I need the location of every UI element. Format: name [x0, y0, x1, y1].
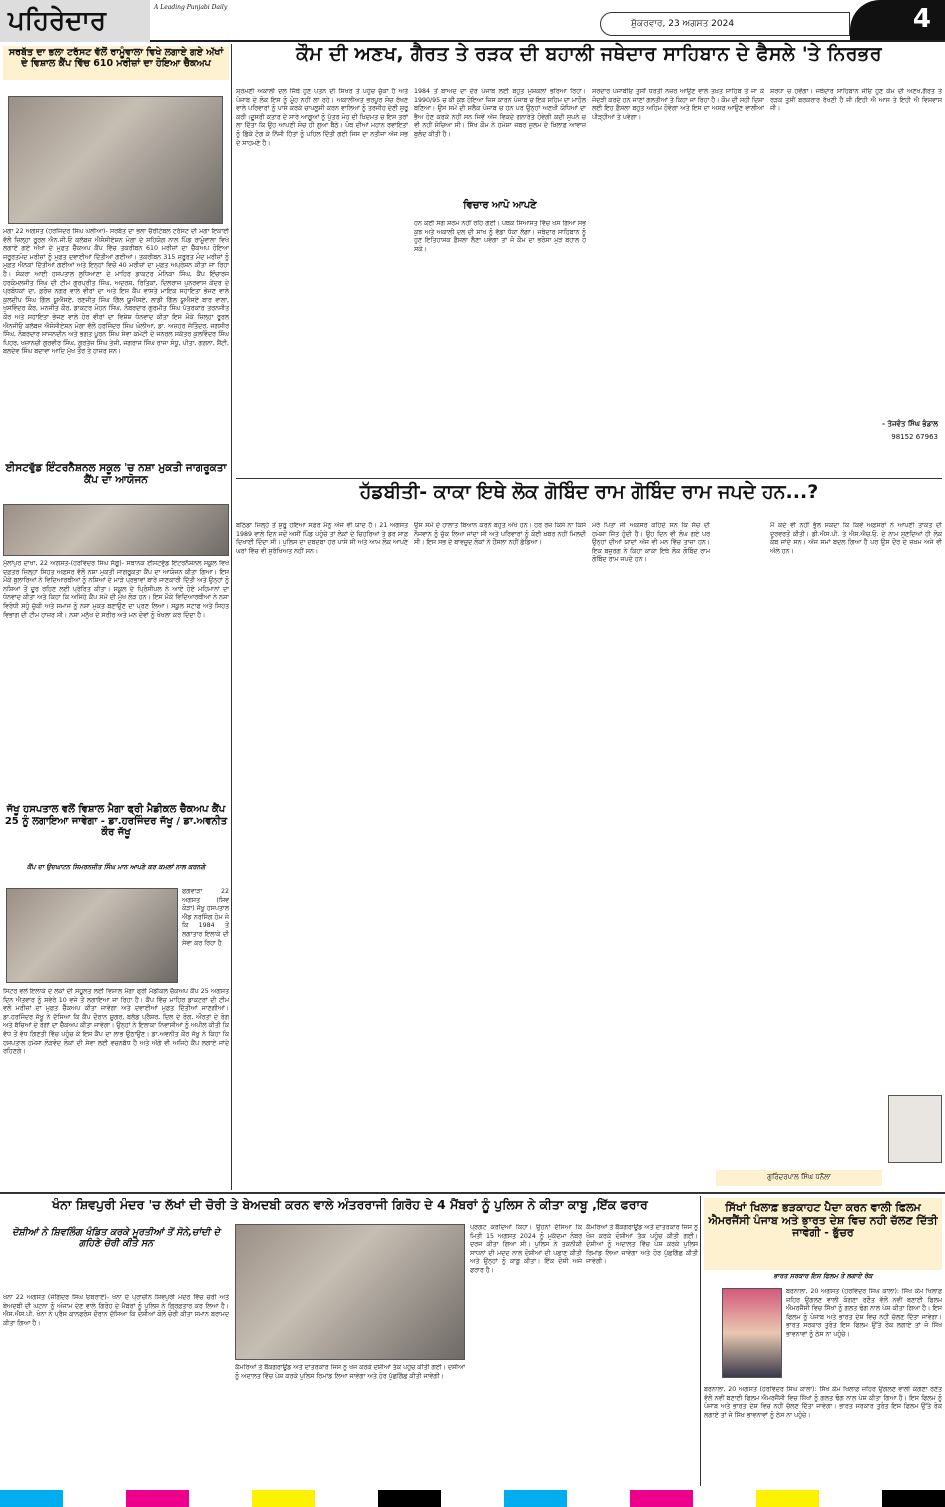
section-divider [236, 478, 942, 479]
bottom-subhead: ਦੋਸ਼ੀਆਂ ਨੇ ਸ਼ਿਵਲਿੰਗ ਖੰਡਿਤ ਕਰਕੇ ਮੂਰਤੀਆਂ ਤੋਂ ਸੋਨੇ,ਚਾਂਦੀ ਦੇ ਗਹਿਣੇ ਚੋਰੀ ਕੀਤੇ ਸਨ [12, 1227, 220, 1249]
second-author: ਗੁਰਿੰਦਰਪਾਲ ਸਿੰਘ ਧਨੌਲਾ [716, 1170, 882, 1186]
story3-dateline: ਫਗਵਾੜਾ 22 ਅਗਸਤ (ਸ਼ਿਵ ਕੋੜਾ) ਜੱਖੂ ਹਸਪਤਾਲ ਐਂਡ ਨਰਸਿੰਗ ਹੋਮ ਜੋ ਕਿ 1984 ਤੋਂ ਲਗਾਤਾਰ ਇਲਾਕੇ ਦੀ ਸੇਵਾ ਕਰ ਰਿਹਾ ਹੈ [182, 888, 229, 947]
main-author: - ਤੇਜਵੰਤ ਸਿੰਘ ਭੰਡਾਲ [882, 420, 938, 428]
bottom-headline: ਖੰਨਾ ਸ਼ਿਵਪੁਰੀ ਮੰਦਰ 'ਚ ਲੱਖਾਂ ਦੀ ਚੋਰੀ ਤੇ ਬੇਅਦਬੀ ਕਰਨ ਵਾਲੇ ਅੰਤਰਰਾਜੀ ਗਿਰੋਹ ਦੇ 4 ਮੈਂਬਰਾਂ ਨੂੰ ਪੁਲਿਸ ਨੇ ਕੀਤਾ ਕਾਬੂ ,ਇੱਕ ਫਰਾਰ [52, 1198, 648, 1212]
story3-headline: ਜੱਖੂ ਹਸਪਤਾਲ ਵਲੋਂ ਵਿਸ਼ਾਲ ਮੈਗਾ ਫ੍ਰੀ ਮੈਡੀਕਲ ਚੈੱਕਅਪ ਕੈਂਪ 25 ਨੂੰ ਲਗਾਇਆ ਜਾਵੇਗਾ - ਡਾ.ਹਰਜਿੰਦਰ ਜੱਖੂ / ਡਾ.ਅਵਨੀਤ ਕੌਰ ਜੱਖੂ [4, 804, 228, 838]
story2-headline: ਈਸਟਵੁੱਡ ਇੰਟਰਨੈਸ਼ਨਲ ਸਕੂਲ 'ਚ ਨਸ਼ਾ ਮੁਕਤੀ ਜਾਗਰੂਕਤਾ ਕੈਂਪ ਦਾ ਆਯੋਜਨ [5, 462, 227, 487]
author-phone: 98152 67963 [891, 433, 938, 441]
main-col-1: ਸ਼੍ਰੋਮਣੀ ਅਕਾਲੀ ਦਲ ਜਿੱਥੇ ਹੁਣ ਪਤਨ ਦੀ ਸਿਖਰ ਤੇ ਪਹੁੰਚ ਚੁੱਕਾ ਹੈ ਅਤੇ ਪੰਜਾਬ ਦੇ ਲੋਕ ਇਸ ਨੂੰ ਮੂੰਹ ਨਹੀਂ ਲਾ ਰਹੇ। ਅਕਾਲੀਅਤ ਭਰਪੂਰ ਸੋਚ ਰੱਖਣ ਵਾਲੇ ਪਰਿਵਾਰਾਂ ਨੂੰ ਪਾਸੇ ਕਰਕੇ ਚਾਪਲੂਸੀ ਕਰਨ ਵਾਲਿਆਂ ਨੂੰ ਤਰਜੀਹ ਦੇਣੀ ਸ਼ੁਰੂ ਕਰੀ।ਦੂਸਰੀ ਕਤਾਰ ਦੇ ਸਾਰੇ ਆਗੂਆਂ ਨੂੰ ਪੁੱਤਰ ਮੋਹ ਦੀ ਖ਼ਿਦਮਤ ਚ ਇਸ ਤਰਾਂ ਲਾ ਦਿੱਤਾ ਕਿ ਉਹ ਆਪਣੀ ਸੋਚ ਹੀ ਗੁਆ ਬੈਠੇ। ਪੰਥ ਦੀਆਂ ਮਹਾਨ ਰਵਾਇਤਾਂ ਨੂੰ ਛਿੱਕੇ ਟੰਗ ਕੇ ਨਿੱਜੀ ਹਿੱਤਾਂ ਨੂੰ ਪਹਿਲ ਦਿੱਤੀ ਗਈ ਜਿਸ ਦਾ ਨਤੀਜਾ ਅੱਜ ਸਭ ਦੇ ਸਾਹਮਣੇ ਹੈ। [236, 88, 408, 147]
police-arrest-photo [235, 1224, 465, 1360]
doctors-photo [6, 888, 178, 983]
issue-date: ਸ਼ੁੱਕਰਵਾਰ, 23 ਅਗਸਤ 2024 [600, 12, 850, 36]
main-col-5: ਸ਼ਰਧਾ ਚ ਹੋਵੇਂਗਾ। ਜਥੇਦਾਰ ਸਾਹਿਬਾਨ ਜੀਓ ਹੁਣ ਕੌਮ ਦੀ ਅਣਖ,ਗੈਰਤ ਤੇ ਰੜਕ ਤੁਸੀਂ ਬਰਕਰਾਰ ਰੱਖਣੀ ਹੈ ਜੀ।ਇਹੀ ਐ ਆਸ ਤੇ ਇਹੀ ਐ ਵਿਸ਼ਵਾਸ ਜੀ। [770, 88, 942, 113]
second-col-2: ਉਸ ਸਮੇਂ ਦੇ ਹਾਲਾਤ ਬਿਆਨ ਕਰਨੇ ਬਹੁਤ ਔਖੇ ਹਨ। ਹਰ ਰੋਜ਼ ਕਿਸੇ ਨਾ ਕਿਸੇ ਨੌਜਵਾਨ ਨੂੰ ਚੁੱਕ ਲਿਆ ਜਾਂਦਾ ਸੀ ਅਤੇ ਪਰਿਵਾਰਾਂ ਨੂੰ ਕੋਈ ਖ਼ਬਰ ਨਹੀਂ ਮਿਲਦੀ ਸੀ। ਇਸ ਸਭ ਦੇ ਬਾਵਜੂਦ ਲੋਕਾਂ ਨੇ ਹੌਂਸਲਾ ਨਹੀਂ ਛੱਡਿਆ। [414, 522, 586, 547]
page-number: 4 [850, 0, 945, 40]
right-body: ਬਰਨਾਲਾ, 20 ਅਗਸਤ (ਹਰਵਿੰਦਰ ਸਿੰਘ ਕਾਲਾ): ਸਿੱਖ ਕੌਮ ਖਿਲਾਫ਼ ਜ਼ਹਿਰ ਉਗਲਣ ਵਾਲੀ ਕੰਗਣਾ ਰਣੌਤ ਵੱਲੋਂ ਨਵੀਂ ਬਣਾਈ ਫਿਲਮ ਐਮਰਜੈਂਸੀ ਵਿਚ ਸਿੱਖਾਂ ਨੂੰ ਗਲਤ ਢੰਗ ਨਾਲ ਪੇਸ਼ ਕੀਤਾ ਗਿਆ ਹੈ। ਇਸ ਫਿਲਮ ਨੂੰ ਪੰਜਾਬ ਅਤੇ ਭਾਰਤ ਦੇਸ਼ ਵਿਚ ਨਹੀਂ ਚੱਲਣ ਦਿੱਤਾ ਜਾਵੇਗਾ। ਭਾਰਤ ਸਰਕਾਰ ਤੁਰੰਤ ਇਸ ਫਿਲਮ ਉੱਤੇ ਰੋਕ ਲਗਾਏ ਤਾਂ ਜੋ ਸਿੱਖ ਭਾਵਨਾਵਾਂ ਨੂੰ ਠੇਸ ਨਾ ਪਹੁੰਚੇ। [704, 1386, 942, 1419]
second-headline: ਹੱਡਬੀਤੀ- ਕਾਕਾ ਇਥੇ ਲੋਕ ਗੋਬਿੰਦ ਰਾਮ ਗੋਬਿੰਦ ਰਾਮ ਜਪਦੇ ਹਨ...? [359, 481, 819, 503]
column-divider [700, 1196, 701, 1486]
story1-body: ਮੋਗਾ 22 ਅਗਸਤ (ਹਰਜਿੰਦਰ ਸਿੰਘ ਘੋਲੀਆ)- ਸਰਬੱਤ ਦਾ ਭਲਾ ਚੈਰੀਟੇਬਲ ਟਰੱਸਟ ਦੀ ਮੋਗਾ ਇਕਾਈ ਵੱਲੋਂ ਜ਼ਿਲ੍ਹਾ ਰੂਰਲ ਐਨ.ਜੀ.ਓ ਕਲੱਬਜ਼ ਐਸੋਸੀਏਸ਼ਨ ਮੋਗਾ ਦੇ ਸਹਿਯੋਗ ਨਾਲ ਪਿੰਡ ਰਾਮੂੰਵਾਲਾ ਵਿਖੇ ਲਗਾਏ ਗਏ ਅੱਖਾਂ ਦੇ ਮੁਫ਼ਤ ਚੈੱਕਅਪ ਕੈਂਪ ਵਿੱਚ ਤਕਰੀਬਨ 610 ਮਰੀਜ਼ਾਂ ਦਾ ਚੈੱਕਅਪ ਹੋਇਆ ਜ਼ਰੂਰਤਮੰਦ ਮਰੀਜ਼ਾਂ ਨੂੰ ਮੁਫ਼ਤ ਦਵਾਈਆਂ ਦਿੱਤੀਆਂ ਗਈਆਂ। ਤਕਰੀਬਨ 315 ਜ਼ਰੂਰਤ ਮੰਦ ਮਰੀਜ਼ਾਂ ਨੂੰ ਮੁਫ਼ਤ ਐਨਕਾਂ ਦਿੱਤੀਆਂ ਗਈਆਂ ਅਤੇ ਇਨ੍ਹਾਂ ਵਿਚੋਂ 40 ਮਰੀਜ਼ਾਂ ਦਾ ਮੁਫ਼ਤ ਅਪ੍ਰੇਸ਼ਨ ਕੀਤਾ ਜਾ ਰਿਹਾ ਹੈ। ਸ਼ੰਕਰਾ ਆਈ ਹਸਪਤਾਲ ਲੁਧਿਆਣਾ ਦੇ ਮਾਹਿਰ ਡਾਕਟਰ ਮੋਨਿਕਾ ਸਿੰਘ, ਕੈਂਪ ਇੰਚਾਰਜ ਹਰਕੰਮਲਜੀਤ ਸਿੰਘ ਦੀ ਟੀਮ ਗੁਰਪ੍ਰੀਤ ਸਿੰਘ, ਅਦਰਸ਼, ਰਿਤਿਕਾ, ਦਿਲਰਾਜ ਪੁਨਰਵਾਸ ਕੇਂਦਰ ਦੇ ਪ੍ਰਬੰਧਕਾਂ ਦਾ, ਫ਼ਰੋਜ਼ ਨਗਰ ਵਾਲੇ ਵੀਰਾਂ ਦਾ ਅਤੇ ਇਸ ਕੈਂਪ ਵਾਸਤੇ ਮਾਇਕ ਸਹਾਇਤਾ ਭੇਜਣ ਵਾਲੇ ਕੁਲਦੀਪ ਸਿੰਘ ਗਿੱਲ ਯੂਐਸਏ, ਰਣਜੀਤ ਸਿੰਘ ਗਿੱਲ ਯੂਐਸਏ, ਲਾਡੀ ਗਿੱਲ ਯੂਐਸਏ ਬਾਰ ਵਾਲਾ, ਖੁਸ਼ਵਿੰਦਰ ਕੌਰ, ਮਨਜੀਤ ਕੌਰ, ਡਾਕਟਰ ਮੋਹਨ ਸਿੰਘ, ਨੰਬਰਦਾਰ ਗੁਰਮੀਤ ਸਿੰਘ ਪੱਤਰਕਾਰ ਤਰਨਜੀਤ ਕੌਰ ਅਤੇ ਸਹਾਇਤਾ ਭੇਜਣ ਵਾਲੇ ਹੋਰ ਵੀਰਾਂ ਦਾ ਵਿਸ਼ੇਸ਼ ਧੰਨਵਾਦ ਕੀਤਾ ਇਸ ਮੌਕੇ ਜ਼ਿਲ੍ਹਾ ਰੂਰਲ ਐਨਜੀਓ ਕਲੱਬਜ਼ ਐਸੋਸੀਏਸ਼ਨ ਮੋਗਾ ਵੱਲੋਂ ਹਰਜਿੰਦਰ ਸਿੰਘ ਘੋਲੀਆ, ਡਾ. ਅਜ਼ਹਰ ਜੱਤਿੰਦਰ, ਜਗਸੀਰ ਸਿੰਘ, ਨੰਬਰਦਾਰ ਸਾਜਨਦੀਨ ਅਤੇ ਭਗਤ ਪੂਰਨ ਸਿੰਘ ਸੇਵਾ ਕਮੇਟੀ ਦੇ ਜਨਰਲ ਸਕੱਤਰ ਕੁਲਵਿੰਦਰ ਸਿੰਘ ਪਿਹਰ, ਖਜ਼ਾਨਚੀ ਗੁਰਵੀਰ ਸਿੰਘ, ਗੁਰਤੇਜ ਸਿੰਘ ਤੇਜੀ, ਜਗਰਾਜ ਸਿੰਘ ਰਾਜਾ ਸੰਧੂ, ਪੀਤਾ, ਗਗਨਾ, ਸ਼ੈਂਟੀ, ਬਲਦੇਵ ਸਿੰਘ ਬਦਾਵਾ ਆਦਿ ਮੁੱਖ ਤੌਰ ਤੇ ਹਾਜ਼ਰ ਸਨ। [3, 228, 229, 356]
main-col-3: ਹਨ ਕੋਈ ਸੰਗ ਸ਼ਰਮ ਨਹੀਂ ਰਹਿ ਗਈ। ਪੰਥਕ ਸਿਆਸਤ ਵਿੱਚ ਖਸ ਗਿਆ ਸਭ ਕੁਝ ਅਤੇ ਅਕਾਲੀ ਦਲ ਦੀ ਸਾਖ ਨੂੰ ਵੱਡਾ ਧੱਕਾ ਲੱਗਾ। ਜਥੇਦਾਰ ਸਾਹਿਬਾਨ ਨੂੰ ਹੁਣ ਇਤਿਹਾਸਕ ਫ਼ੈਸਲਾ ਲੈਣਾ ਪਵੇਗਾ ਤਾਂ ਜੋ ਕੌਮ ਦਾ ਭਰੋਸਾ ਮੁੜ ਬਹਾਲ ਹੋ ਸਕੇ। [414, 220, 586, 253]
eye-camp-photo [8, 96, 223, 224]
right-body-top: ਬਰਨਾਲਾ, 20 ਅਗਸਤ (ਹਰਵਿੰਦਰ ਸਿੰਘ ਕਾਲਾ): ਸਿੱਖ ਕੌਮ ਖਿਲਾਫ਼ ਜ਼ਹਿਰ ਉਗਲਣ ਵਾਲੀ ਕੰਗਣਾ ਰਣੌਤ ਵੱਲੋਂ ਨਵੀਂ ਬਣਾਈ ਫਿਲਮ ਐਮਰਜੈਂਸੀ ਵਿਚ ਸਿੱਖਾਂ ਨੂੰ ਗਲਤ ਢੰਗ ਨਾਲ ਪੇਸ਼ ਕੀਤਾ ਗਿਆ ਹੈ। ਇਸ ਫਿਲਮ ਨੂੰ ਪੰਜਾਬ ਅਤੇ ਭਾਰਤ ਦੇਸ਼ ਵਿਚ ਨਹੀਂ ਚੱਲਣ ਦਿੱਤਾ ਜਾਵੇਗਾ। ਭਾਰਤ ਸਰਕਾਰ ਤੁਰੰਤ ਇਸ ਫਿਲਮ ਉੱਤੇ ਰੋਕ ਲਗਾਏ ਤਾਂ ਜੋ ਸਿੱਖ ਭਾਵਨਾਵਾਂ ਨੂੰ ਠੇਸ ਨਾ ਪਹੁੰਚੇ। [786, 1288, 942, 1338]
story3-subhead: ਕੈਂਪ ਦਾ ਉਦਘਾਟਨ ਸਿਮਰਨਜੀਤ ਸਿੰਘ ਮਾਨ ਆਪਣੇ ਕਰ ਕਮਲਾਂ ਨਾਲ ਕਰਨਗੇ [26, 863, 206, 871]
logo-tagline: A Leading Punjabi Daily [154, 4, 228, 11]
main-headline: ਕੌਮ ਦੀ ਅਣਖ, ਗੈਰਤ ਤੇ ਰੜਕ ਦੀ ਬਹਾਲੀ ਜਥੇਦਾਰ ਸਾਹਿਬਾਨ ਦੇ ਫੈਸਲੇ 'ਤੇ ਨਿਰਭਰ [296, 43, 882, 65]
bottom-col-1: ਖੰਨਾ 22 ਅਗਸਤ (ਜੋਗਿੰਦਰ ਸਿੰਘ ਓਬਰਾਏ)- ਖੰਨਾ ਦੇ ਪ੍ਰਾਚੀਨ ਸ਼ਿਵਪੁਰੀ ਮੰਦਰ ਵਿੱਚ ਚੋਰੀ ਅਤੇ ਬੇਅਦਬੀ ਦੀ ਘਟਨਾ ਨੂੰ ਅੰਜਾਮ ਦੇਣ ਵਾਲੇ ਗਿਰੋਹ ਦੇ ਮੈਂਬਰਾਂ ਨੂੰ ਪੁਲਿਸ ਨੇ ਗ੍ਰਿਫ਼ਤਾਰ ਕਰ ਲਿਆ ਹੈ। ਐਸ.ਐਸ.ਪੀ. ਖੰਨਾ ਨੇ ਪ੍ਰੈਸ ਕਾਨਫਰੰਸ ਦੌਰਾਨ ਦੱਸਿਆ ਕਿ ਦੋਸ਼ੀਆਂ ਕੋਲੋਂ ਚੋਰੀ ਕੀਤਾ ਸਮਾਨ ਬਰਾਮਦ ਕੀਤਾ ਗਿਆ ਹੈ। [3, 1294, 229, 1327]
color-registration-bar [0, 1490, 945, 1507]
bottom-col-3: ਪ੍ਰਗਟ ਕਰਦਿਆਂ ਕਿਹਾ। ਉਹਨਾਂ ਦੱਸਿਆ ਕਿ ਮਿਤੀ 15 ਅਗਸਤ 2024 ਨੂੰ ਮੁਕੱਦਮਾ ਨੰਬਰ ਦਰਜ ਕੀਤਾ ਗਿਆ ਸੀ। ਪੁਲਿਸ ਨੇ ਤਕਨੀਕੀ ਸਾਧਨਾਂ ਦੀ ਮਦਦ ਨਾਲ ਦੋਸ਼ੀਆਂ ਦੀ ਪਛਾਣ ਕੀਤੀ ਅਤੇ ਉਨ੍ਹਾਂ ਨੂੰ ਕਾਬੂ ਕੀਤਾ। ਇੱਕ ਦੋਸ਼ੀ ਅਜੇ ਫਰਾਰ ਹੈ। [470, 1224, 582, 1274]
second-col-4: ਮੈਂ ਕਦੇ ਵੀ ਨਹੀਂ ਭੁੱਲ ਸਕਦਾ ਕਿ ਕਿਵੇਂ ਅਫ਼ਸਰਾਂ ਨੇ ਆਪਣੀ ਤਾਕਤ ਦੀ ਦੁਰਵਰਤੋਂ ਕੀਤੀ। ਡੀ.ਐਸ.ਪੀ. ਤੇ ਐਸ.ਐਚ.ਓ. ਦੇ ਨਾਮ ਸੁਣਦਿਆਂ ਹੀ ਲੋਕ ਕੰਬ ਜਾਂਦੇ ਸਨ। ਅੱਜ ਸਮਾਂ ਬਦਲ ਗਿਆ ਹੈ ਪਰ ਉਸ ਦੌਰ ਦੇ ਜ਼ਖ਼ਮ ਅਜੇ ਵੀ ਅੱਲੇ ਹਨ। [770, 522, 942, 555]
bottom-col-4: ਕੈਮਰਿਆਂ ਤੇ ਬੈਂਕਗਰਾਊਂਡ ਅਤੇ ਦਾਤਰਕਾਰ ਜਿਸ ਨੂੰ ਖੋਜ ਕਰਕੇ ਦੋਸ਼ੀਆਂ ਤੱਕ ਪਹੁੰਚ ਕੀਤੀ ਗਈ। ਦੋਸ਼ੀਆਂ ਨੂੰ ਅਦਾਲਤ ਵਿੱਚ ਪੇਸ਼ ਕਰਕੇ ਪੁਲਿਸ ਰਿਮਾਂਡ ਲਿਆ ਜਾਵੇਗਾ ਅਤੇ ਹੋਰ ਪੁੱਛਗਿੱਛ ਕੀਤੀ ਜਾਵੇਗੀ। [586, 1224, 698, 1266]
main-col-2a: 1984 ਤੋਂ ਬਾਅਦ ਦਾ ਦੌਰ ਪੰਜਾਬ ਲਈ ਬਹੁਤ ਮੁਸ਼ਕਲਾਂ ਭਰਿਆ ਰਿਹਾ। 1990/95 ਚ ਕੀ ਕੁਝ ਹੋਇਆ ਜਿਸ ਕਾਰਨ ਪੰਜਾਬ ਚ ਇਕ ਸਹਿਮ ਦਾ ਮਾਹੌਲ ਬਣਿਆ। ਉਸ ਸਮੇਂ ਦੀ ਸਲੈਕ ਪੰਜਾਬ ਚ ਹਨ ਪਰ ਉਨ੍ਹਾਂ ਅਣਖੀ ਯੋਧਿਆਂ ਦਾ ਭੈਅ ਹੋਣ ਕਰਕੇ ਨਹੀਂ ਸਨ ਜਿਵੇਂ ਅੱਜ ਵਿਕਦੇ ਗਨਾਰੇਤੇ ਹੋਵੇਗੀ ਕਦੀ ਸੁਪਨੇ ਚ ਵੀ ਨਹੀਂ ਸੋਚਿਆ ਸੀ। ਸਿੱਖ ਕੌਮ ਨੇ ਹਮੇਸ਼ਾ ਜਬਰ ਜ਼ੁਲਮ ਦੇ ਖ਼ਿਲਾਫ਼ ਆਵਾਜ਼ ਬੁਲੰਦ ਕੀਤੀ ਹੈ। [414, 88, 586, 138]
story1-headline: ਸਰਬੱਤ ਦਾ ਭਲਾ ਟਰੱਸਟ ਵੱਲੋਂ ਰਾਮੂੰਵਾਲਾ ਵਿਖੇ ਲਗਾਏ ਗਏ ਅੱਖਾਂ ਦੇ ਵਿਸ਼ਾਲ ਕੈਂਪ ਵਿੱਚ 610 ਮਰੀਜ਼ਾਂ ਦਾ ਹੋਇਆ ਚੈੱਕਅਪ [3, 46, 229, 80]
column-divider [231, 44, 232, 1190]
bhuchar-photo [722, 1288, 782, 1378]
story3-body: ਸਿਟਰ ਵਲੋਂ ਇਲਾਕੇ ਦੇ ਲੋਕਾਂ ਦੀ ਸਹੂਲਤ ਲਈ ਵਿਸ਼ਾਲ ਮੈਗਾ ਫ੍ਰੀ ਮੈਡੀਕਲ ਚੈੱਕਅਪ ਕੈਂਪ 25 ਅਗਸਤ ਦਿਨ ਐਤਵਾਰ ਨੂੰ ਸਵੇਰੇ 10 ਵਜੇ ਤੋਂ ਲਗਾਇਆ ਜਾ ਰਿਹਾ ਹੈ। ਕੈਂਪ ਵਿੱਚ ਮਾਹਿਰ ਡਾਕਟਰਾਂ ਦੀ ਟੀਮ ਵਲੋਂ ਮਰੀਜ਼ਾਂ ਦਾ ਮੁਫ਼ਤ ਚੈੱਕਅਪ ਕੀਤਾ ਜਾਵੇਗਾ ਅਤੇ ਦਵਾਈਆਂ ਮੁਫ਼ਤ ਦਿੱਤੀਆਂ ਜਾਣਗੀਆਂ। ਡਾ.ਹਰਜਿੰਦਰ ਜੱਖੂ ਨੇ ਦੱਸਿਆ ਕਿ ਕੈਂਪ ਦੌਰਾਨ ਸ਼ੂਗਰ, ਬਲੱਡ ਪ੍ਰੈਸ਼ਰ, ਦਿਲ ਦੇ ਰੋਗ, ਔਰਤਾਂ ਦੇ ਰੋਗ ਅਤੇ ਬੱਚਿਆਂ ਦੇ ਰੋਗਾਂ ਦਾ ਚੈੱਕਅਪ ਕੀਤਾ ਜਾਵੇਗਾ। ਉਨ੍ਹਾਂ ਨੇ ਇਲਾਕਾ ਨਿਵਾਸੀਆਂ ਨੂੰ ਅਪੀਲ ਕੀਤੀ ਕਿ ਵੱਧ ਤੋਂ ਵੱਧ ਗਿਣਤੀ ਵਿੱਚ ਪਹੁੰਚ ਕੇ ਇਸ ਕੈਂਪ ਦਾ ਲਾਭ ਉਠਾਉਣ। ਡਾ.ਅਵਨੀਤ ਕੌਰ ਜੱਖੂ ਨੇ ਕਿਹਾ ਕਿ ਹਸਪਤਾਲ ਹਮੇਸ਼ਾ ਲੋੜਵੰਦ ਲੋਕਾਂ ਦੀ ਸੇਵਾ ਲਈ ਵਚਨਬੱਧ ਹੈ ਅਤੇ ਅੱਗੇ ਵੀ ਅਜਿਹੇ ਕੈਂਪ ਲਗਾਏ ਜਾਂਦੇ ਰਹਿਣਗੇ। [3, 988, 229, 1056]
right-headline: ਸਿੱਖਾਂ ਖਿਲਾਫ਼ ਭੜਕਾਹਟ ਪੈਦਾ ਕਰਨ ਵਾਲੀ ਫਿਲਮ ਐਮਰਜੈਂਸੀ ਪੰਜਾਬ ਅਤੇ ਭਾਰਤ ਦੇਸ਼ ਵਿਚ ਨਹੀ ਚੱਲਣ ਦਿੱਤੀ ਜਾਵੇਗੀ - ਭੁੱਚਰ [704, 1198, 942, 1270]
right-subhead: ਭਾਰਤ ਸਰਕਾਰ ਇਸ ਫਿਲਮ ਤੇ ਲਗਾਏ ਰੋਕ [773, 1272, 873, 1280]
bottom-col-2: ਕੈਮਰਿਆਂ ਤੇ ਬੈਂਕਗਰਾਊਂਡ ਅਤੇ ਦਾਤਰਕਾਰ ਜਿਸ ਨੂੰ ਖੋਜ ਕਰਕੇ ਦੋਸ਼ੀਆਂ ਤੱਕ ਪਹੁੰਚ ਕੀਤੀ ਗਈ। ਦੋਸ਼ੀਆਂ ਨੂੰ ਅਦਾਲਤ ਵਿੱਚ ਪੇਸ਼ ਕਰਕੇ ਪੁਲਿਸ ਰਿਮਾਂਡ ਲਿਆ ਜਾਵੇਗਾ ਅਤੇ ਹੋਰ ਪੁੱਛਗਿੱਛ ਕੀਤੀ ਜਾਵੇਗੀ। [235, 1364, 465, 1380]
main-col-4: ਸਰਦਾਰ ਪੰਜਾਬੀਓ ਤੁਸੀਂ ਧਰਤੀ ਨਜ਼ਰ ਆਉਣ ਵਾਲੇ ਤਖ਼ਤ ਸਾਹਿਬ ਤੇ ਜਾ ਕੇ ਜੋਦੜੀ ਕਰਦੇ ਹਨ ਜਾਣਾਂ ਗਲਤੀਆਂ ਤੇ ਕਿਹਾ ਜਾ ਰਿਹਾ ਹੈ। ਕੌਮ ਦੀ ਸਹੀ ਦਿਸ਼ਾ ਲਈ ਇਹ ਫ਼ੈਸਲਾ ਬਹੁਤ ਅਹਿਮ ਹੋਵੇਗਾ ਅਤੇ ਇਸ ਦਾ ਅਸਰ ਆਉਣ ਵਾਲੀਆਂ ਪੀੜ੍ਹੀਆਂ ਤੇ ਪਵੇਗਾ। [592, 88, 764, 121]
story2-body: ਮੁੱਲਾਂਪੁਰ ਦਾਖਾ, 22 ਅਗਸਤ-(ਹਰਵਿੰਦਰ ਸਿੰਘ ਸੱਗੂ)- ਸਥਾਨਕ ਈਸਟਵੁੱਡ ਇੰਟਰਨੈਸ਼ਨਲ ਸਕੂਲ ਵਿਖੇ ਦਫ਼ਤਰ ਜ਼ਿਲ੍ਹਾ ਸਿਹਤ ਅਫ਼ਸਰ ਵੱਲੋਂ ਨਸ਼ਾ ਮੁਕਤੀ ਜਾਗਰੂਕਤਾ ਕੈਂਪ ਦਾ ਆਯੋਜਨ ਕੀਤਾ ਗਿਆ। ਇਸ ਮੌਕੇ ਬੁਲਾਰਿਆਂ ਨੇ ਵਿਦਿਆਰਥੀਆਂ ਨੂੰ ਨਸ਼ਿਆਂ ਦੇ ਮਾੜੇ ਪ੍ਰਭਾਵਾਂ ਬਾਰੇ ਜਾਣਕਾਰੀ ਦਿੱਤੀ ਅਤੇ ਉਨ੍ਹਾਂ ਨੂੰ ਨਸ਼ਿਆਂ ਤੋਂ ਦੂਰ ਰਹਿਣ ਲਈ ਪ੍ਰੇਰਿਤ ਕੀਤਾ। ਸਕੂਲ ਦੇ ਪ੍ਰਿੰਸੀਪਲ ਨੇ ਆਏ ਹੋਏ ਮਹਿਮਾਨਾਂ ਦਾ ਧੰਨਵਾਦ ਕੀਤਾ ਅਤੇ ਕਿਹਾ ਕਿ ਅਜਿਹੇ ਕੈਂਪ ਸਮੇਂ ਦੀ ਮੁੱਖ ਲੋੜ ਹਨ। ਇਸ ਮੌਕੇ ਵਿਦਿਆਰਥੀਆਂ ਨੇ ਨਸ਼ਾ ਵਿਰੋਧੀ ਸਹੁੰ ਚੁੱਕੀ ਅਤੇ ਸਮਾਜ ਨੂੰ ਨਸ਼ਾ ਮੁਕਤ ਬਣਾਉਣ ਦਾ ਪ੍ਰਣ ਲਿਆ। ਸਕੂਲ ਸਟਾਫ ਅਤੇ ਸਿਹਤ ਵਿਭਾਗ ਦੀ ਟੀਮ ਹਾਜ਼ਰ ਸੀ। ਨਸ਼ਾ ਮਨੁੱਖ ਦੇ ਸਰੀਰ ਅਤੇ ਮਨ ਦੋਵਾਂ ਨੂੰ ਖੋਖਲਾ ਕਰ ਦਿੰਦਾ ਹੈ। [3, 560, 229, 619]
second-col-3: ਮੇਰੇ ਪਿਤਾ ਜੀ ਅਕਸਰ ਕਹਿੰਦੇ ਸਨ ਕਿ ਸੱਚ ਦੀ ਹਮੇਸ਼ਾ ਜਿੱਤ ਹੁੰਦੀ ਹੈ। ਉਹ ਦਿਨ ਵੀ ਲੰਘ ਗਏ ਪਰ ਉਨ੍ਹਾਂ ਦੀਆਂ ਯਾਦਾਂ ਅੱਜ ਵੀ ਮਨ ਵਿੱਚ ਤਾਜ਼ਾ ਹਨ। ਇਕ ਬਜ਼ੁਰਗ ਨੇ ਕਿਹਾ ਕਾਕਾ ਇਥੇ ਲੋਕ ਗੋਬਿੰਦ ਰਾਮ ਗੋਬਿੰਦ ਰਾਮ ਜਪਦੇ ਹਨ। [592, 522, 710, 564]
opinion-subhead: ਵਿਚਾਰ ਆਪੋ ਆਪਣੇ [463, 200, 537, 211]
second-col-1: ਬਠਿੰਡਾ ਜ਼ਿਲ੍ਹੇ ਤੋਂ ਸ਼ੁਰੂ ਹੋਇਆ ਸਫ਼ਰ ਮੈਨੂੰ ਅੱਜ ਵੀ ਯਾਦ ਹੈ। 21 ਅਗਸਤ 1989 ਵਾਲੇ ਦਿਨ ਜਦੋਂ ਅਸੀਂ ਪਿੰਡ ਪਹੁੰਚੇ ਤਾਂ ਲੋਕਾਂ ਦੇ ਚਿਹਰਿਆਂ ਤੇ ਡਰ ਸਾਫ਼ ਦਿਖਾਈ ਦਿੰਦਾ ਸੀ। ਪੁਲਿਸ ਦਾ ਦਬਦਬਾ ਹਰ ਪਾਸੇ ਸੀ ਅਤੇ ਆਮ ਲੋਕ ਆਪਣੇ ਘਰਾਂ ਵਿੱਚ ਵੀ ਸੁਰੱਖਿਅਤ ਨਹੀਂ ਸਨ। [236, 522, 408, 555]
author-photo [888, 1095, 942, 1163]
school-camp-photo [3, 504, 229, 556]
masthead [0, 0, 945, 42]
newspaper-logo: ਪਹਿਰੇਦਾਰ [0, 0, 150, 42]
section-divider [0, 1192, 945, 1194]
